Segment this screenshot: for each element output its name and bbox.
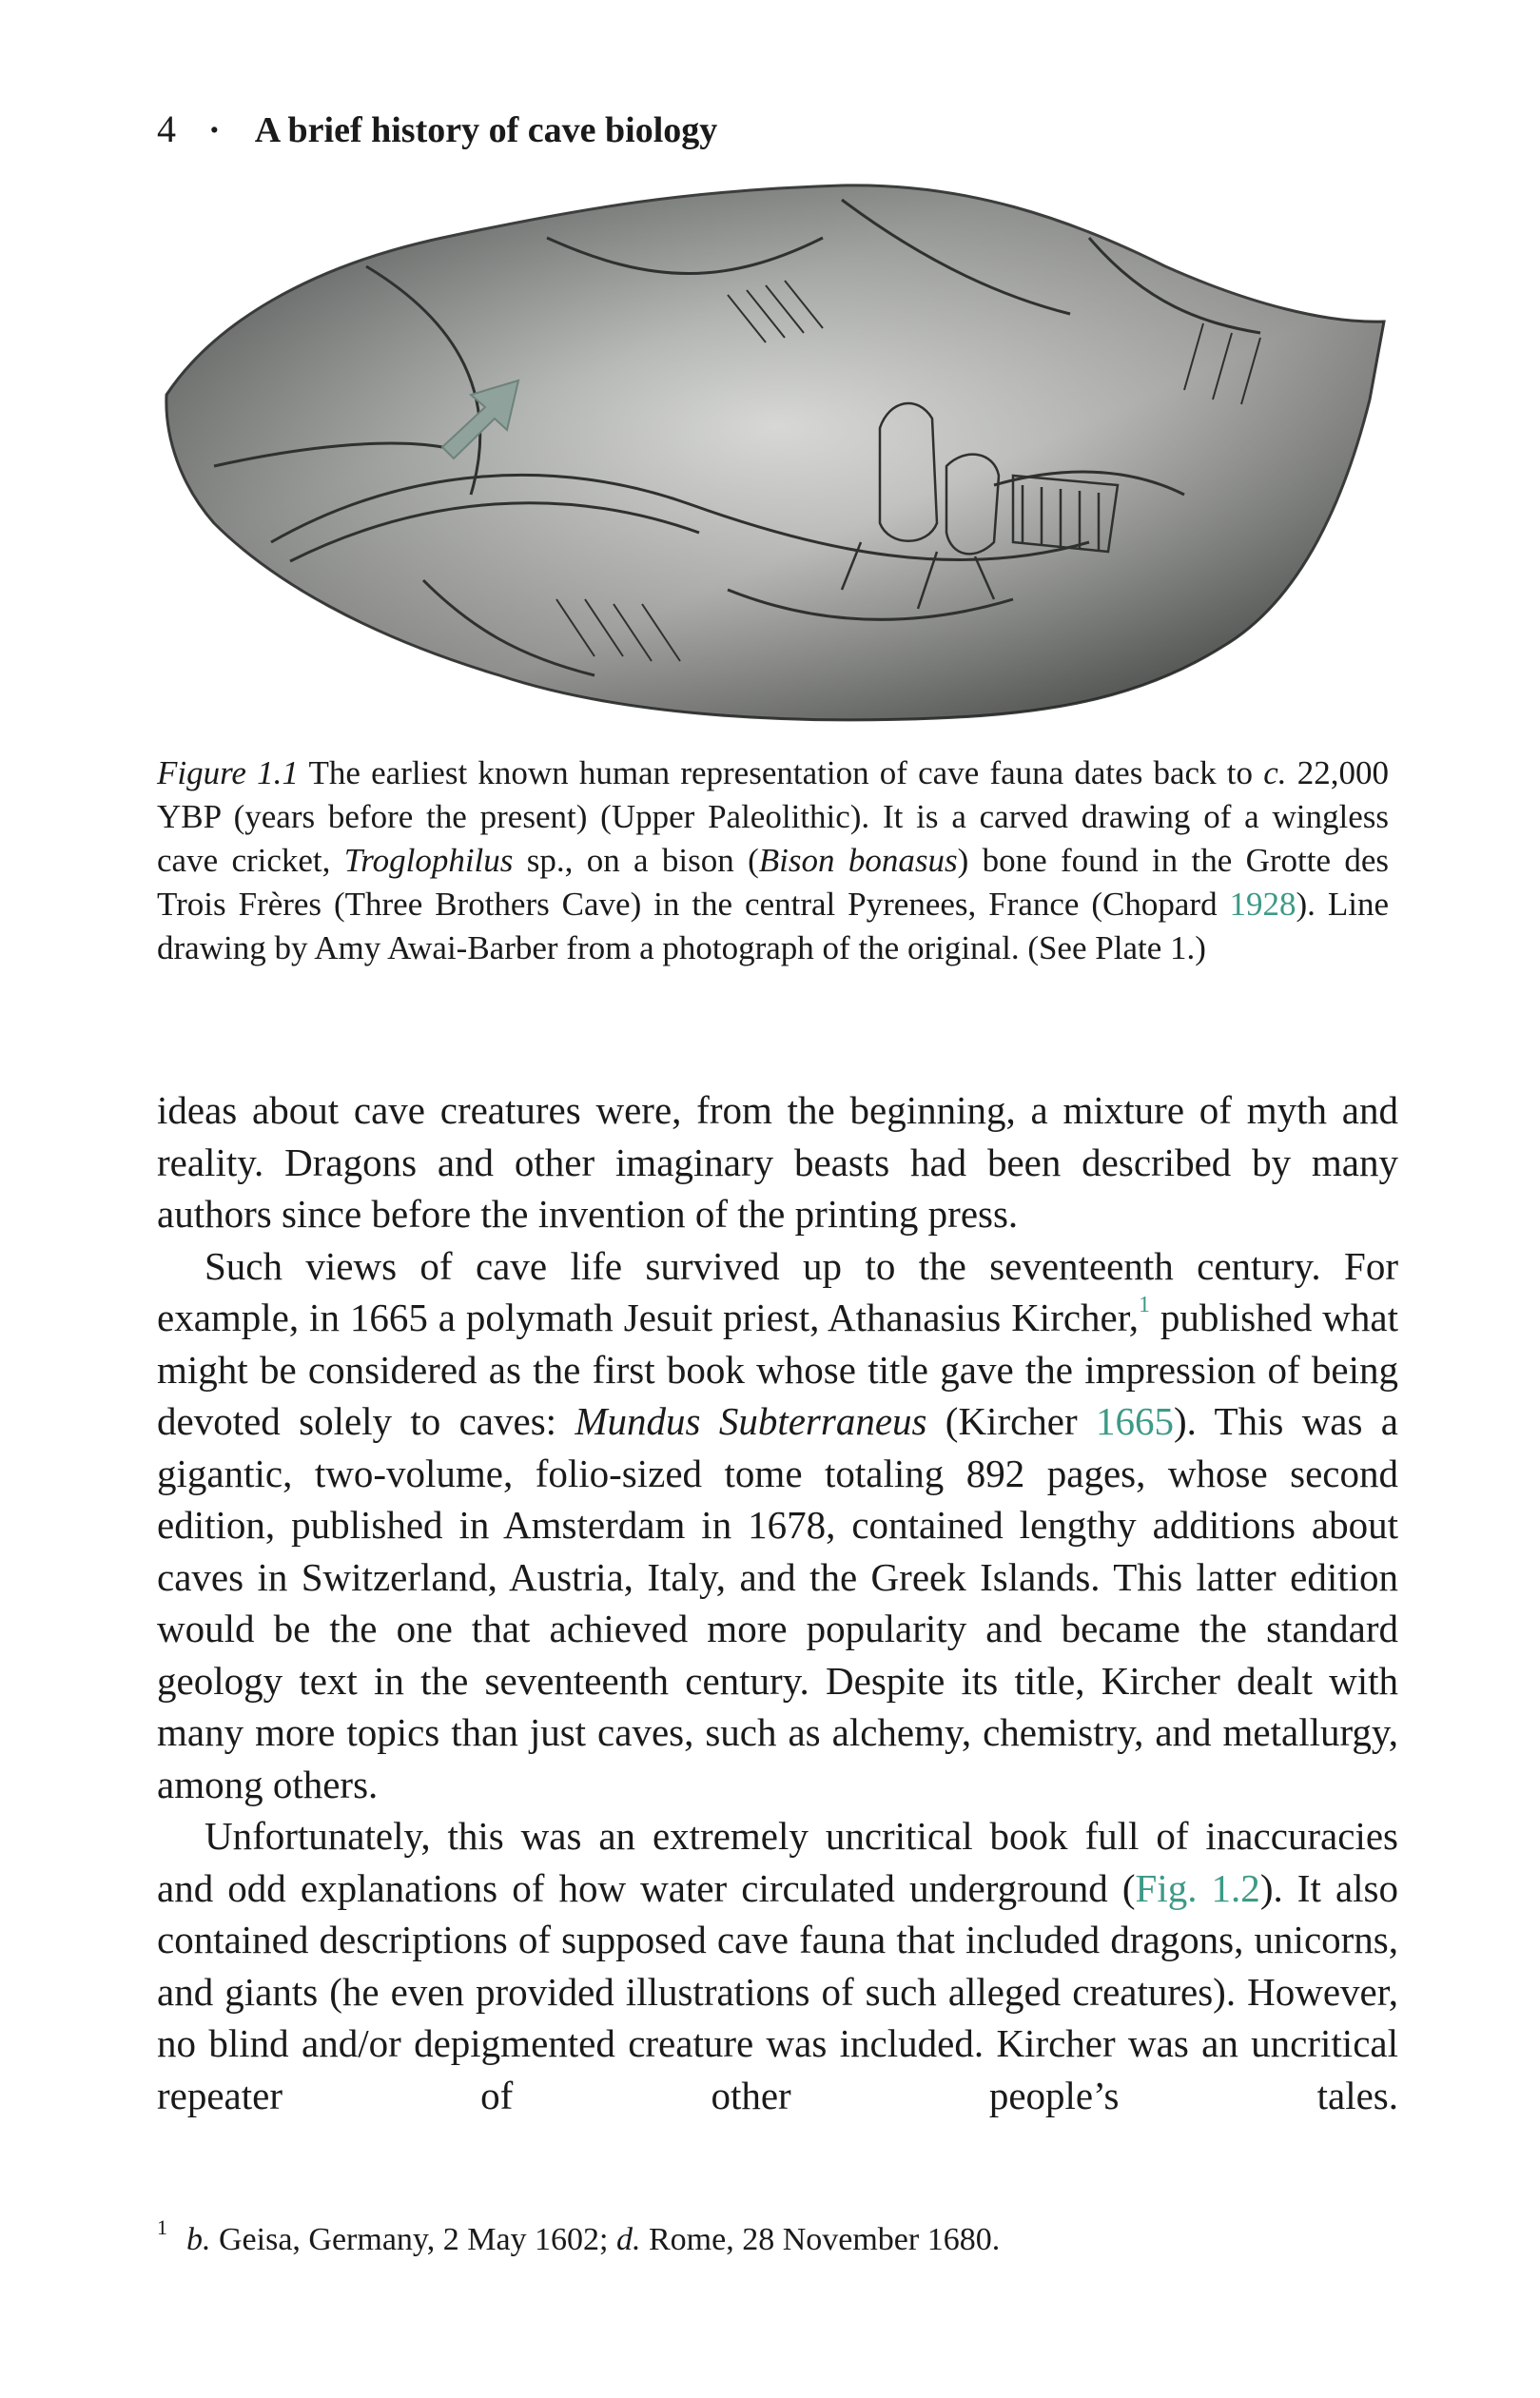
figure-bone-carving	[157, 181, 1394, 723]
figure-label: Figure 1.1	[157, 754, 299, 791]
paragraph-2: Such views of cave life survived up to the seventeenth century. For example, in 1665 a polymath Jesuit priest, Athanasius Kircher,$^1$ published what might be considered as the first book whose title gave the impression of being devoted solely to caves: Mundus Subterraneus (Kircher 1665). This was a gigantic, two-volume, folio-sized tome totaling 892 pages, whose second edition, published in Amsterdam in 1678, contained lengthy additions about caves in Switzerland, Austria, Italy, and the Greek Islands. This latter edition would be the one that achieved more popularity and became the standard geology text in the seventeenth century. Despite its title, Kircher dealt with many more topics than just caves, such as alchemy, chemistry, and metallurgy, among others.	[157, 1243, 1398, 1806]
genus-name: Troglophilus	[343, 842, 514, 879]
paragraph-1: ideas about cave creatures were, from the beginning, a mixture of myth and reality. Dragons and other imaginary beasts had been described by many authors since before the invention of the printing press.	[157, 1088, 1398, 1236]
running-title: A brief history of cave biology	[254, 110, 718, 150]
paragraph-3: Unfortunately, this was an extremely uncritical book full of inaccuracies and odd explanations of how water circulated underground (Fig. 1.2). It also contained descriptions of supposed cave fauna that included dragons, unicorns, and giants (he even provided illustrations of such alleged creatures). However, no blind and/or depigmented creature was included. Kircher was an uncritical repeater of other people’s tales.	[157, 1814, 1398, 2117]
page-number: 4	[157, 107, 176, 150]
header-separator: ·	[208, 110, 221, 150]
body-text	[157, 1084, 1398, 2121]
citation-link-kircher-1665[interactable]: 1665	[1095, 1399, 1174, 1443]
bone-carving-image	[157, 181, 1394, 723]
figure-link-1-2[interactable]: Fig. 1.2	[1135, 1865, 1260, 1910]
book-title: Mundus Subterraneus	[575, 1399, 927, 1443]
footnote-number: 1	[157, 2215, 167, 2239]
footnote-1: $^1$ b. Geisa, Germany, 2 May 1602; d. Rome, 28 November 1680.	[157, 2215, 1001, 2257]
footnote-ref-1[interactable]: 1	[1139, 1293, 1150, 1317]
running-head	[157, 107, 717, 151]
figure-caption: Figure 1.1 The earliest known human representation of cave fauna dates back to c. 22,000 YBP (years before the present) (Upper Paleolithic). It is a carved drawing of a wingless cave cricket, Troglophilus sp., on a bison (Bison bonasus) bone found in the Grotte des Trois Frères (Three Brothers Cave) in the central Pyrenees, France (Chopard 1928). Line drawing by Amy Awai-Barber from a photograph of the original. (See Plate 1.)	[157, 754, 1390, 966]
citation-link-chopard-1928[interactable]: 1928	[1229, 886, 1296, 923]
species-name: Bison bonasus	[758, 842, 958, 879]
